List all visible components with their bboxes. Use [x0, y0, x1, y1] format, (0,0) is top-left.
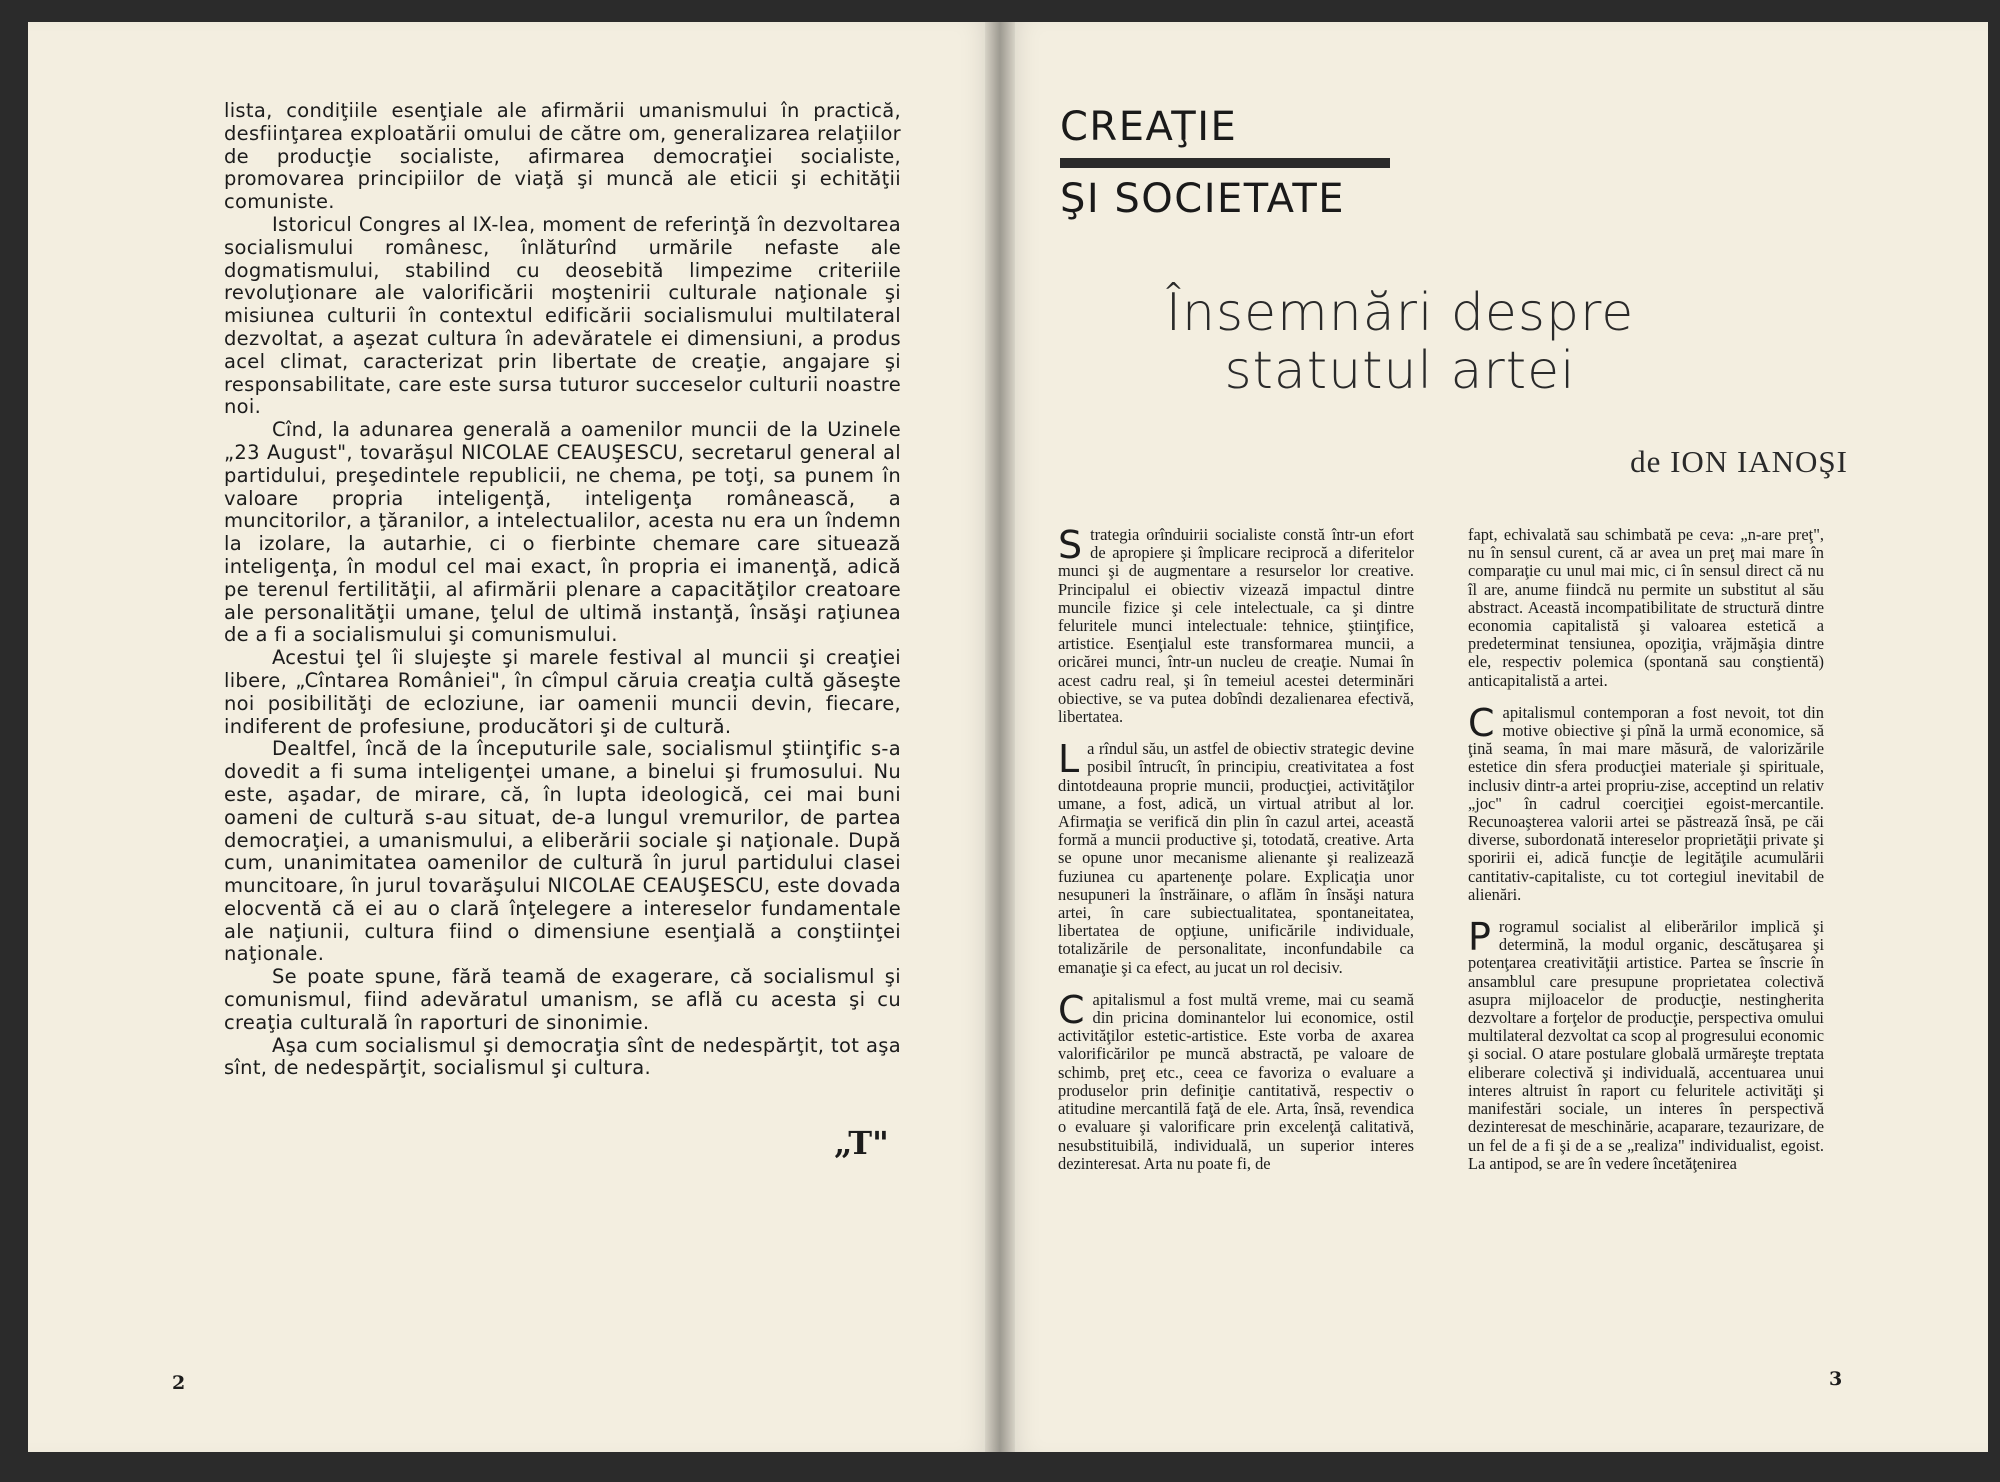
- page-number: 2: [172, 1372, 186, 1394]
- article-paragraph: Strategia orînduirii socialiste constă într-un efort de apropiere şi împlicare reciprocă a diferitelor munci şi de augmentare a resurselor lor creative. Principalul ei obiectiv vizează impactul dintre muncile fizice şi cele intelectuale, ca şi dintre feluritele munci intelectuale: tehnice, ştiinţifice, artistice. Esenţialul este transformarea muncii, a oricărei munci, într-un nucleu de creaţie. Numai în acest cadru real, şi în temeiul acestei determinări obiective, se va putea dobîndi dezalienarea efectivă, libertatea.: [1058, 523, 1414, 727]
- section-heading: [1060, 100, 1390, 226]
- left-page: [28, 22, 1000, 1452]
- right-page: [1000, 22, 1988, 1452]
- paragraph: Aşa cum socialismul şi democraţia sînt de nedespărţit, tot aşa sînt, de nedespărţit, socialismul şi cultura.: [224, 1033, 901, 1080]
- author-signature: „T": [834, 1124, 889, 1162]
- paragraph: Se poate spune, fără teamă de exagerare, că socialismul şi comunismul, fiind adevăratul umanism, se află cu acesta şi cu creaţia culturală în raporturi de sinonimie.: [224, 965, 901, 1034]
- drop-cap: P: [1468, 915, 1491, 960]
- book-spine-gutter: [985, 22, 1015, 1452]
- drop-cap: L: [1058, 737, 1080, 782]
- article-column-2: [1468, 526, 1824, 1187]
- article-paragraph: Capitalismul contemporan a fost nevoit, tot din motive obiective şi pînă la urmă economice, să ţină seama, în mai mare măsură, de valorizările estetice din sfera producţiei materiale şi spirituale, inclusiv dintr-a artei propriu-zise, acceptind un relativ „joc" în cadrul coerciţiei egoist-mercantile. Recunoaşterea valorii artei se păstrează însă, pe căi diverse, subordonată intereselor proprietăţii private şi sporirii ei, adică funcţie de legităţile acumulării cantitativ-capitaliste, cu tot cortegiul inevitabil de alienări.: [1468, 700, 1824, 904]
- left-column-text: [224, 100, 901, 1080]
- heading-rule: [1060, 158, 1390, 168]
- article-title-line2: statutul artei: [1224, 341, 1576, 401]
- section-heading-line2: ŞI SOCIETATE: [1060, 176, 1346, 222]
- article-title-line1: Însemnări despre: [1165, 283, 1635, 343]
- paragraph: lista, condiţiile esenţiale ale afirmării umanismului în practică, desfiinţarea exploatării omului de către om, generalizarea relaţiilor de producţie socialiste, afirmarea democraţiei socialiste, promovarea principiilor de viaţă şi muncă ale eticii şi echităţii comuniste.: [224, 99, 901, 214]
- article-title: [1120, 284, 1680, 400]
- article-author: de ION IANOŞI: [1630, 444, 1848, 479]
- paragraph: Cînd, la adunarea generală a oamenilor muncii de la Uzinele „23 August", tovarăşul NICOLAE CEAUŞESCU, secretarul general al partidului, preşedintele republicii, ne chema, pe toţi, sa punem în valoare propria inteligenţă, inteligenţa românească, a muncitorilor, a ţăranilor, a intelectualilor, acesta nu era un îndemn la izolare, la autarhie, ci o fierbinte chemare care situează inteligenţa, în modul cel mai exact, în propria ei imanenţă, adică pe terenul fertilităţii, al afirmării plenare a capacităţilor creatoare ale personalităţii umane, ţelul de ultimă instanţă, însăşi raţiunea de a fi a socialismului şi comunismului.: [224, 418, 901, 647]
- article-paragraph: La rîndul său, un astfel de obiectiv strategic devine posibil întrucît, în principiu, creativitatea a fost dintotdeauna proprie muncii, producţiei, activităţilor umane, a fost, adică, un virtual atribut al lor. Afirmaţia se verifică din plin în cazul artei, această formă a muncii productive şi, totodată, creative. Arta se opune unor mecanisme alienante şi realizează fuziunea cu apartenenţe polare. Explicaţia unor nesupuneri la înstrăinare, o aflăm în însăşi natura artei, în care subiectualitatea, spontaneitatea, libertatea de opţiune, unificările individuale, totalizările de personalitate, inconfundabile ca emanaţie şi ca efect, au jucat un rol decisiv.: [1058, 737, 1414, 977]
- article-paragraph: Programul socialist al eliberărilor implică şi determină, la modul organic, descătuşarea şi potenţarea creativităţii artistice. Partea se înscrie în ansamblul care presupune proprietatea colectivă asupra mijloacelor de producţie, nestingherita dezvoltare a forţelor de producţie, perspectiva omului multilateral dezvoltat ca scop al progresului economic şi social. O atare postulare globală urmăreşte treptata eliberare colectivă şi individuală, accentuarea unui interes altruist în raport cu feluritele activităţi şi manifestări sociale, un interes în perspectivă dezinteresat de meschinărie, acaparare, tezaurizare, de un fel de a fi şi de a se „realiza" individualist, egoist. La antipod, se are în vedere încetăţenirea: [1468, 915, 1824, 1173]
- article-column-1: [1058, 523, 1414, 1187]
- paragraph: Dealtfel, încă de la începuturile sale, socialismul ştiinţific s-a dovedit a fi suma inteligenţei umane, a binelui şi frumosului. Nu este, aşadar, de mirare, că, în lupta ideologică, cei mai buni oameni de cultură s-au situat, de-a lungul vremurilor, de partea democraţiei, a umanismului, a eliberării sociale şi naţionale. După cum, unanimitatea oamenilor de cultură în jurul partidului clasei muncitoare, în jurul tovarăşului NICOLAE CEAUŞESCU, este dovada elocventă că ei au o clară înţelegere a intereselor fundamentale ale naţiunii, cultura fiind o dimensiune esenţială a conştiinţei naţionale.: [224, 737, 901, 966]
- article-paragraph: Capitalismul a fost multă vreme, mai cu seamă din pricina dominantelor lui economice, ostil activităţilor estetic-artistice. Este vorba de axarea valorificărilor pe muncă abstractă, pe valoare de schimb, preţ etc., ceea ce favoriza o evaluare a produselor prin definiţie cantitativă, respectiv o atitudine mercantilă faţă de ele. Arta, însă, revendica o evaluare şi valorificare prin excelenţă calitativă, nesubstituibilă, individuală, un superior interes dezinteresat. Arta nu poate fi, de: [1058, 987, 1414, 1173]
- section-heading-line1: CREAŢIE: [1060, 104, 1238, 150]
- paragraph: Istoricul Congres al IX-lea, moment de referinţă în dezvoltarea socialismului românesc, înlăturînd urmările nefaste ale dogmatismului, stabilind cu deosebită limpezime criteriile revoluţionare ale valorificării moştenirii culturale naţionale şi misiunea culturii în contextul edificării socialismului multilateral dezvoltat, a aşezat cultura în adevăratele ei dimensiuni, a produs acel climat, caracterizat prin libertate de creaţie, angajare şi responsabilitate, care este sursa tuturor succeselor culturii noastre noi.: [224, 212, 901, 419]
- drop-cap: S: [1058, 523, 1083, 567]
- article-paragraph: fapt, echivalată sau schimbată pe ceva: „n-are preţ", nu în sensul curent, că ar avea un preţ mai mare în comparaţie cu unul mai mic, ci în sensul direct că nu îl are, anume fiindcă nu permite un substitut al său abstract. Această incompatibilitate de structură dintre economia capitalistă şi valoarea estetică a predeterminat tensiunea, opoziţia, vrăjmăşia dintre ele, respectiv polemica (spontană sau conştientă) anticapitalistă a artei.: [1468, 525, 1824, 690]
- drop-cap: C: [1468, 700, 1495, 745]
- page-number: 3: [1829, 1368, 1843, 1390]
- drop-cap: C: [1058, 987, 1085, 1032]
- paragraph: Acestui ţel îi slujeşte şi marele festival al muncii şi creaţiei libere, „Cîntarea României", în cîmpul căruia creaţia cultă găseşte noi posibilităţi de ecloziune, iar oamenii muncii devin, fiecare, indiferent de profesiune, producători şi de cultură.: [224, 646, 901, 738]
